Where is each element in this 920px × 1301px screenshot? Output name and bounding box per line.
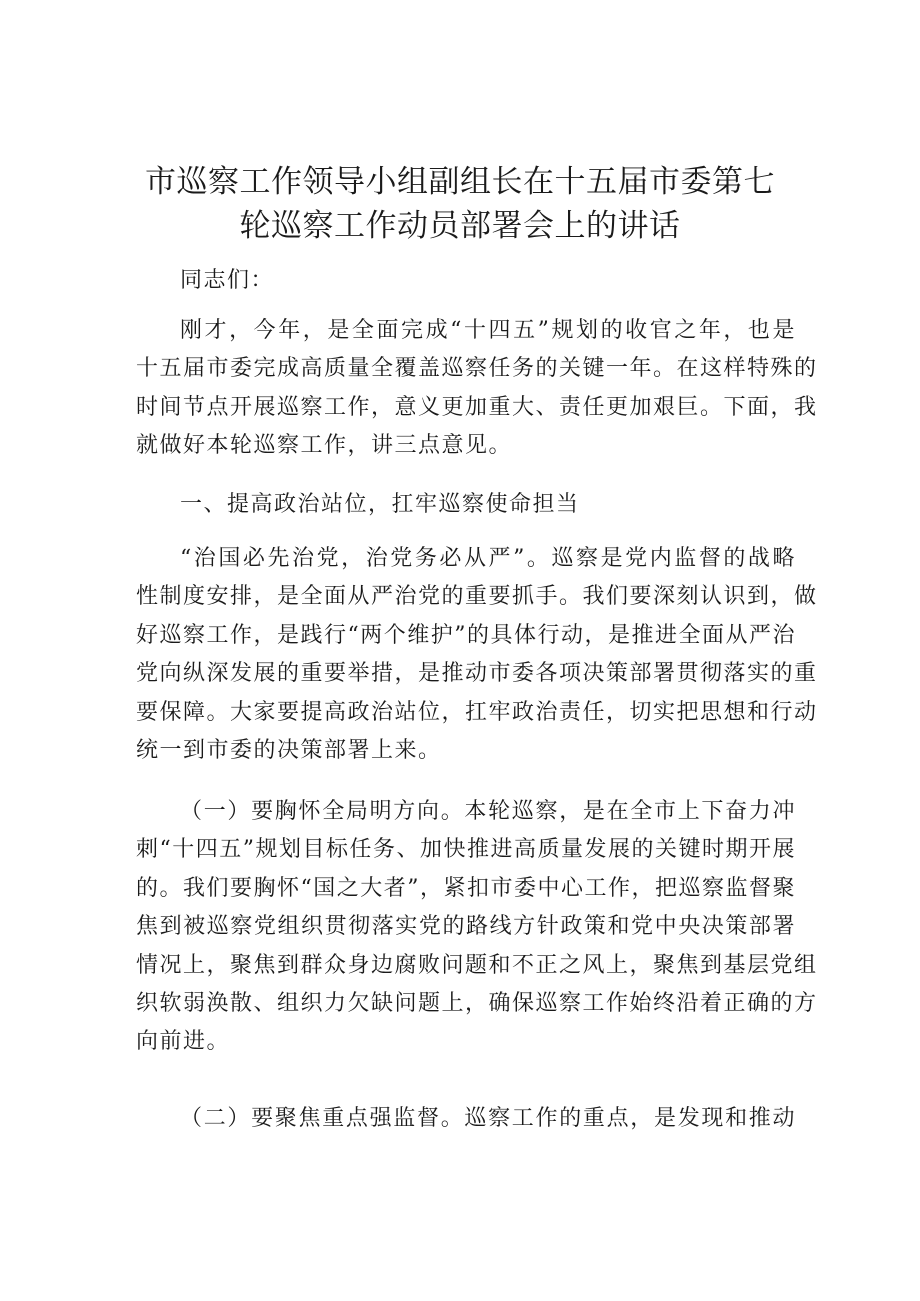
paragraph-line: 情况上，聚焦到群众身边腐败问题和不正之风上，聚焦到基层党组 <box>136 952 818 978</box>
paragraph-subsection-2 <box>136 1100 796 1138</box>
paragraph-line: 十五届市委完成高质量全覆盖巡察任务的关键一年。在这样特殊的 <box>136 356 818 382</box>
paragraph-line: 就做好本轮巡察工作，讲三点意见。 <box>136 433 513 459</box>
paragraph-line: “治国必先治党，治党务必从严”。巡察是党内监督的战略 <box>180 546 796 571</box>
greeting: 同志们： <box>180 268 275 293</box>
paragraph-line: 党向纵深发展的重要举措，是推动市委各项决策部署贯彻落实的重 <box>136 661 818 687</box>
section-heading-1: 一、提高政治站位，扛牢巡察使命担当 <box>180 492 580 517</box>
paragraph-line: 时间节点开展巡察工作，意义更加重大、责任更加艰巨。下面，我 <box>136 394 818 420</box>
paragraph-subsection-1 <box>136 793 818 1062</box>
paragraph-line: （二）要聚焦重点强监督。巡察工作的重点，是发现和推动 <box>180 1106 796 1131</box>
paragraph-section-1 <box>136 540 818 770</box>
paragraph-line: 刺“十四五”规划目标任务、加快推进高质量发展的关键时期开展 <box>136 837 796 863</box>
paragraph-line: 织软弱涣散、组织力欠缺问题上，确保巡察工作始终沿着正确的方 <box>136 990 818 1016</box>
paragraph-line: 性制度安排，是全面从严治党的重要抓手。我们要深刻认识到，做 <box>136 584 818 610</box>
paragraph-line: 好巡察工作，是践行“两个维护”的具体行动，是推进全面从严治 <box>136 622 796 648</box>
document-title-line-1: 市巡察工作领导小组副组长在十五届市委第七 <box>145 164 775 200</box>
paragraph-line: 向前进。 <box>136 1029 231 1055</box>
document-title-line-2: 轮巡察工作动员部署会上的讲话 <box>239 208 681 244</box>
paragraph-line: （一）要胸怀全局明方向。本轮巡察，是在全市上下奋力冲 <box>180 799 796 824</box>
paragraph-intro <box>136 312 818 466</box>
paragraph-line: 刚才，今年，是全面完成“十四五”规划的收官之年，也是 <box>180 318 796 343</box>
paragraph-line: 统一到市委的决策部署上来。 <box>136 737 442 763</box>
paragraph-line: 要保障。大家要提高政治站位，扛牢政治责任，切实把思想和行动 <box>136 699 818 725</box>
paragraph-line: 的。我们要胸怀“国之大者”，紧扣市委中心工作，把巡察监督聚 <box>136 875 796 901</box>
paragraph-line: 焦到被巡察党组织贯彻落实党的路线方针政策和党中央决策部署 <box>136 914 796 940</box>
